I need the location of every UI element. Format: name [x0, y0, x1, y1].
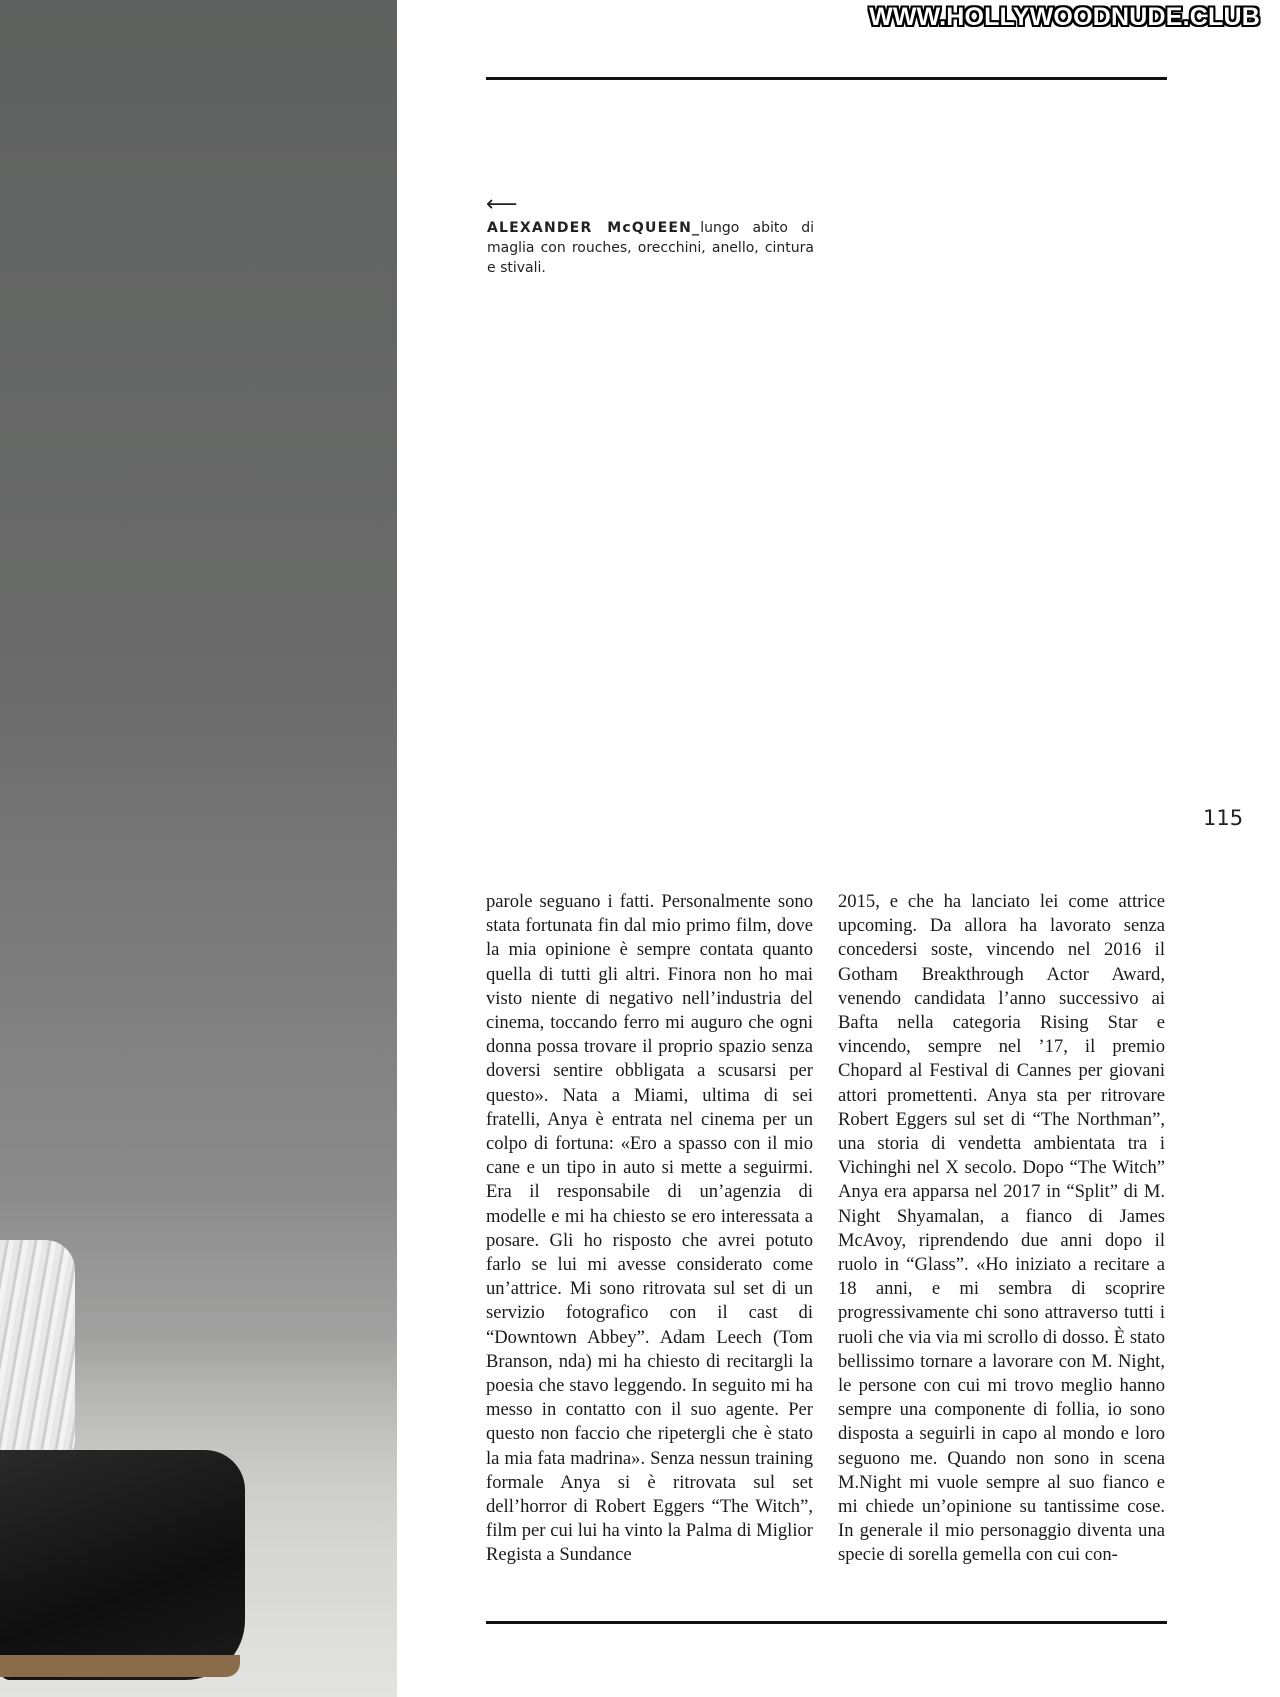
article-column-right: 2015, e che ha lanciato lei come attrice upcoming. Da allora ha lavorato senza concedersi soste, vincendo nel 2016 il Gotham Breakthrough Actor Award, venendo candidata l’anno successivo ai Bafta nella categoria Rising Star e vincendo, sempre nel ’17, il premio Chopard al Festival di Cannes per giovani attori promettenti. Anya sta per ritrovare Robert Eggers sul set di “The Northman”, una storia di vendetta ambientata tra i Vichinghi nel X secolo. Dopo “The Witch” Anya era apparsa nel 2017 in “Split” di M. Night Shyamalan, a fianco di James McAvoy, riprendendo due anni dopo il ruolo in “Glass”. «Ho iniziato a recitare a 18 anni, e mi sembra di scoprire progressivamente chi sono attraverso tutti i ruoli che via via mi scrollo di dosso. È stato bellissimo tornare a lavorare con M. Night, le persone con cui mi trovo meglio hanno sempre una componente di follia, io sono disposta a seguirli in capo al mondo e loro seguono me. Quando non sono in scena M.Night mi vuole sempre al suo fianco e mi chiede un’opinione su tantissime cose. In generale il mio personaggio diventa una specie di sorella gemella con cui con-: [838, 891, 1165, 1566]
bottom-rule: [486, 1621, 1167, 1624]
dress-hem: [0, 1240, 75, 1460]
photo-caption: [487, 218, 814, 278]
watermark: WWW.HOLLYWOODNUDE.CLUB: [869, 3, 1260, 31]
article-column-left: parole seguano i fatti. Personalmente sono stata fortunata fin dal mio primo film, dove la mia opinione è sempre contata quanto quella di tutti gli altri. Finora non ho mai visto niente di negativo nell’industria del cinema, toccando ferro mi auguro che ogni donna possa trovare il proprio spazio senza doversi sentire obbligata a scusarsi per questo». Nata a Miami, ultima di sei fratelli, Anya è entrata nel cinema per un colpo di fortuna: «Ero a spasso con il mio cane e un tipo in auto si mette a seguirmi. Era il responsabile di un’agenzia di modelle e mi ha chiesto se ero interessata a posare. Gli ho risposto che avrei potuto farlo se lui mi avesse considerato come un’attrice. Mi sono ritrovata sul set di un servizio fotografico con il cast di “Downtown Abbey”. Adam Leech (Tom Branson, nda) mi ha chiesto di recitargli la poesia che stavo leggendo. In seguito mi ha messo in contatto con il suo agente. Per questo non faccio che ripetergli che è stato la mia fata madrina». Senza nessun training formale Anya si è ritrovata sul set dell’horror di Robert Eggers “The Witch”, film per cui lui ha vinto la Palma di Miglior Regista a Sundance: [486, 891, 813, 1566]
fashion-photo: [0, 0, 397, 1697]
top-rule: [486, 77, 1167, 80]
left-arrow-icon: ⟵: [486, 192, 518, 217]
page-number: 115: [1203, 806, 1244, 830]
caption-brand: ALEXANDER McQUEEN_: [487, 220, 701, 236]
boot-sole: [0, 1655, 240, 1677]
caption-text: lungo abito di maglia con rouches, orecchini, anello, cintura e stivali.: [487, 220, 814, 276]
black-boot: [0, 1450, 245, 1680]
